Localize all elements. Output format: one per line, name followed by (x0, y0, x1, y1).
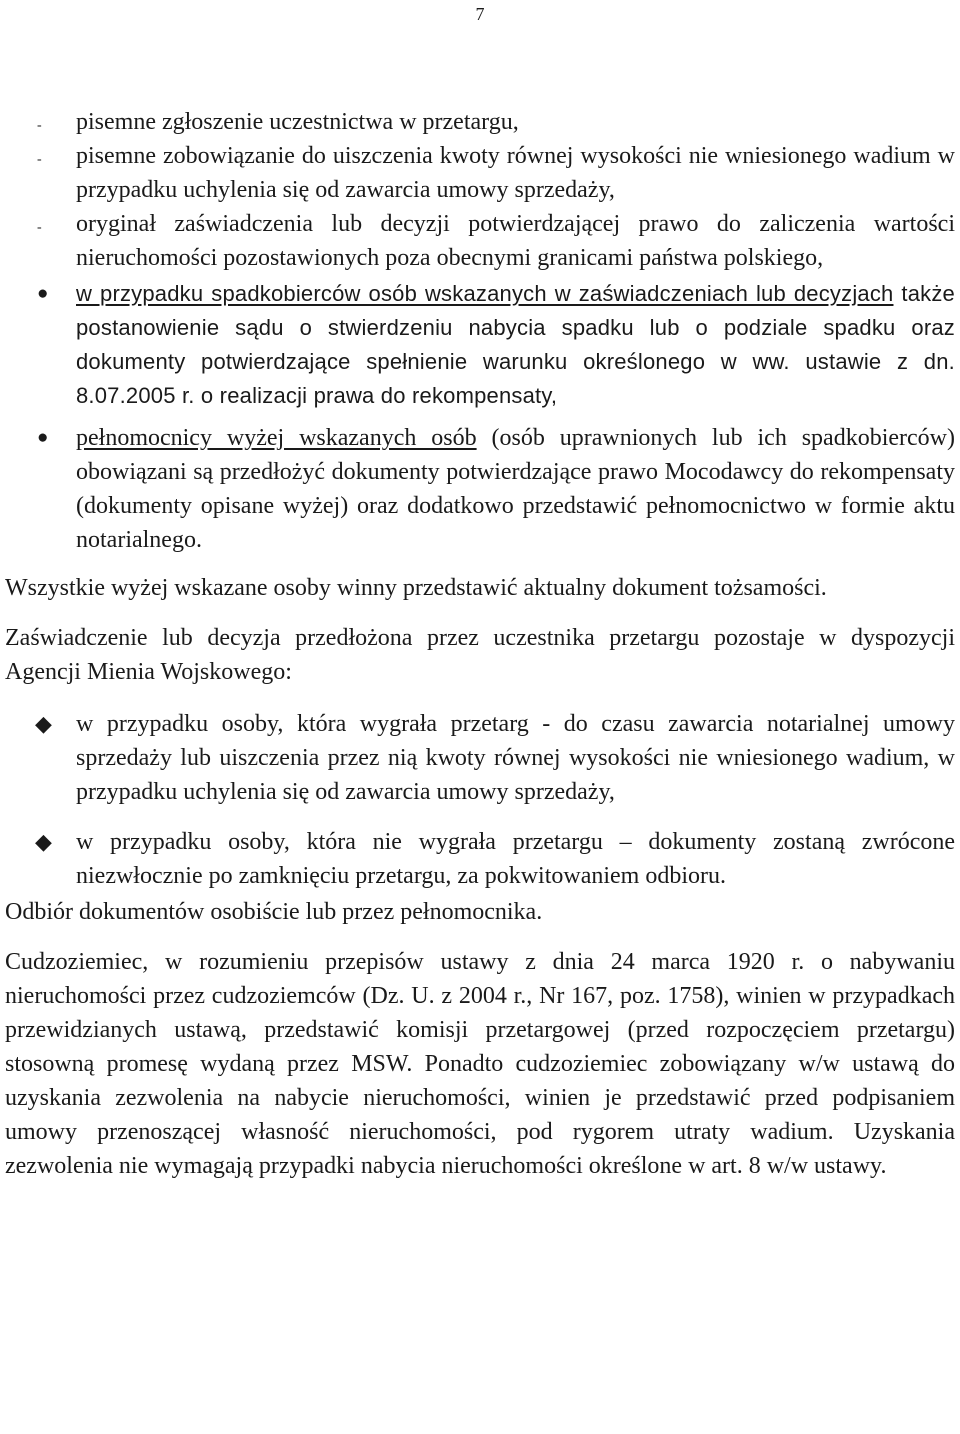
list-item-text: także postanowienie sądu o stwierdzeniu nabycia spadku lub o podziale spadku oraz dokumenty potwierdzające spełnienie warunku określonego w ww. ustawie z dn. 8.07.2005 r. o realizacji prawa do rekompensaty, (76, 281, 955, 408)
diamond-list-item (5, 707, 955, 809)
list-item-text: oryginał zaświadczenia lub decyzji potwierdzającej prawo do zaliczenia wartości nieruchomości pozostawionych poza obecnymi granicami państwa polskiego, (76, 211, 955, 271)
identity-paragraph: Wszystkie wyżej wskazane osoby winny przedstawić aktualny dokument tożsamości. (5, 575, 827, 601)
dash-marker: - (37, 152, 42, 167)
list-item-text: pisemne zgłoszenie uczestnictwa w przetargu, (76, 109, 519, 135)
diamond-list-item (5, 825, 955, 893)
foreigner-paragraph: Cudzoziemiec, w rozumieniu przepisów ustawy z dnia 24 marca 1920 r. o nabywaniu nieruchomości przez cudzoziemców (Dz. U. z 2004 r., Nr 167, poz. 1758), winien w przypadkach przewidzianych ustawą, przedstawić komisji przetargowej (przed rozpoczęciem przetargu) stosowną promesę wydaną przez MSW. Ponadto cudzoziemiec zobowiązany w/w ustawą do uzyskania zezwolenia na nabycie nieruchomości, winien je przedstawić przed podpisaniem umowy przenoszącej własność nieruchomości, pod rygorem utraty wadium. Uzyskania zezwolenia nie wymagają przypadki nabycia nieruchomości określone w art. 8 w/w ustawy. (5, 949, 955, 1179)
diamond-marker: ◆ (35, 711, 52, 736)
list-item-text: w przypadku osoby, która nie wygrała przetargu – dokumenty zostaną zwrócone niezwłocznie po zamknięciu przetargu, za pokwitowaniem odbioru. (76, 829, 955, 889)
dash-marker: - (37, 220, 42, 235)
dash-list-item (5, 207, 955, 275)
bullet-marker: ● (37, 283, 49, 304)
pickup-paragraph: Odbiór dokumentów osobiście lub przez pełnomocnika. (5, 899, 543, 925)
bullet-marker: ● (37, 427, 49, 448)
dash-list-item (5, 139, 955, 207)
document-body (5, 105, 955, 1183)
page-number: 7 (475, 4, 485, 24)
underlined-text: pełnomocnicy wyżej wskazanych osób (76, 425, 477, 451)
bullet-list-item (5, 421, 955, 557)
diamond-marker: ◆ (35, 829, 52, 854)
dash-list-item (5, 105, 955, 139)
bullet-list-item (5, 277, 955, 413)
list-item-text: pisemne zobowiązanie do uiszczenia kwoty równej wysokości nie wniesionego wadium w przypadku uchylenia się od zawarcia umowy sprzedaży, (76, 143, 955, 203)
dash-marker: - (37, 118, 42, 133)
list-item-text: w przypadku osoby, która wygrała przetarg - do czasu zawarcia notarialnej umowy sprzedaży lub uiszczenia przez nią kwoty równej wysokości nie wniesionego wadium, w przypadku uchylenia się od zawarcia umowy sprzedaży, (76, 711, 955, 805)
retention-paragraph: Zaświadczenie lub decyzja przedłożona przez uczestnika przetargu pozostaje w dyspozycji Agencji Mienia Wojskowego: (5, 625, 955, 685)
underlined-text: w przypadku spadkobierców osób wskazanych w zaświadczeniach lub decyzjach (76, 281, 894, 306)
list-item-text: (osób uprawnionych lub ich spadkobierców) obowiązani są przedłożyć dokumenty potwierdzające prawo Mocodawcy do rekompensaty (dokumenty opisane wyżej) oraz dodatkowo przedstawić pełnomocnictwo w formie aktu notarialnego. (76, 425, 955, 553)
